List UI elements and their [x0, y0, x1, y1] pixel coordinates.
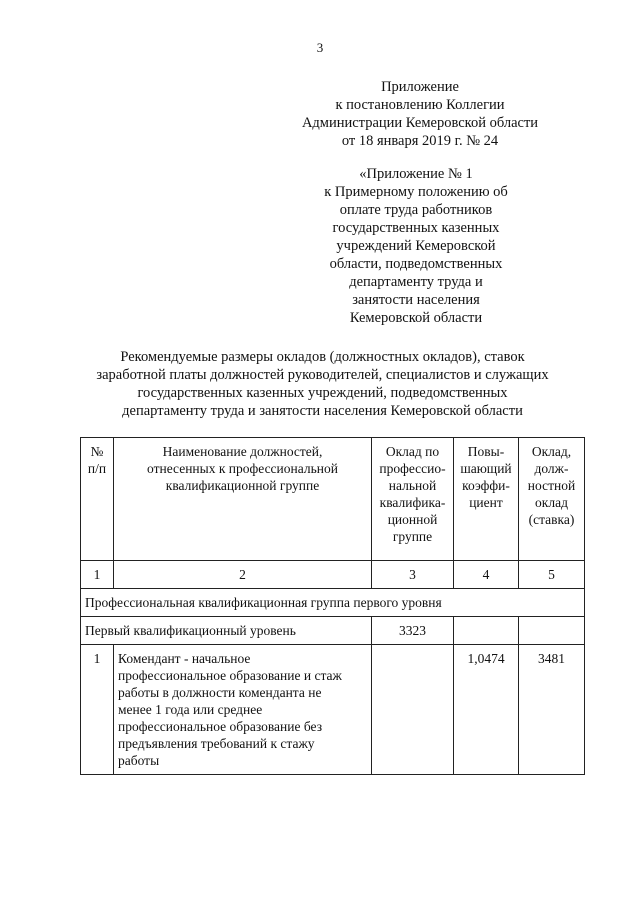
description-line: профессиональное образование без: [118, 719, 323, 734]
header-coefficient: [454, 438, 519, 561]
level-name: Первый квалификационный уровень: [81, 617, 372, 645]
header-line: Оклад по: [385, 444, 440, 459]
header-line: №: [90, 444, 104, 459]
appendix-inner-line: Кемеровской области: [349, 310, 483, 326]
appendix-inner: [300, 165, 532, 327]
header-line: Оклад,: [531, 444, 572, 459]
header-line: Повы-: [467, 444, 505, 459]
description-line: предъявления требований к стажу: [118, 736, 315, 751]
header-line: квалификационной группе: [165, 478, 320, 493]
appendix-inner-line: государственных казенных: [332, 220, 500, 236]
row-rate: 3481: [519, 645, 585, 775]
header-line: ностной: [527, 478, 576, 493]
document-title: [70, 348, 575, 420]
column-number: 1: [81, 561, 114, 589]
header-line: квалифика-: [379, 495, 446, 510]
header-line: нальной: [388, 478, 437, 493]
header-line: (ставка): [528, 512, 575, 527]
page-number: 3: [316, 40, 324, 55]
appendix-line: Администрации Кемеровской области: [301, 115, 539, 131]
description-line: работы в должности коменданта не: [118, 685, 322, 700]
header-line: шающий: [460, 461, 512, 476]
section-title: Профессиональная квалификационная группа первого уровня: [81, 589, 585, 617]
position-description: [114, 645, 372, 775]
header-line: циент: [469, 495, 503, 510]
empty-cell: [519, 617, 585, 645]
salary-table: [80, 437, 585, 775]
description-line: работы: [118, 753, 160, 768]
header-line: оклад: [535, 495, 568, 510]
title-line: Рекомендуемые размеры окладов (должностных окладов), ставок: [120, 349, 525, 365]
table-row: [81, 645, 585, 775]
appendix-line: к постановлению Коллегии: [335, 97, 505, 113]
appendix-inner-line: занятости населения: [352, 292, 480, 308]
header-group-salary: [372, 438, 454, 561]
row-coefficient: 1,0474: [454, 645, 519, 775]
level-salary: 3323: [372, 617, 454, 645]
column-number-row: [81, 561, 585, 589]
column-number: 5: [519, 561, 585, 589]
header-number: [81, 438, 114, 561]
appendix-header: [280, 78, 560, 150]
header-line: группе: [392, 529, 433, 544]
column-number: 2: [114, 561, 372, 589]
header-line: ционной: [387, 512, 438, 527]
title-line: департаменту труда и занятости населения Кемеровской области: [122, 403, 523, 419]
header-line: Наименование должностей,: [162, 444, 323, 459]
level-row: [81, 617, 585, 645]
empty-cell: [454, 617, 519, 645]
appendix-inner-line: к Примерному положению об: [324, 184, 508, 200]
table-header-row: [81, 438, 585, 561]
column-number: 3: [372, 561, 454, 589]
description-line: Комендант - начальное: [118, 651, 251, 666]
column-number: 4: [454, 561, 519, 589]
appendix-inner-line: оплате труда работников: [339, 202, 493, 218]
header-line: коэффи-: [462, 478, 510, 493]
header-line: долж-: [534, 461, 569, 476]
row-number: 1: [81, 645, 114, 775]
section-row: [81, 589, 585, 617]
appendix-inner-line: учреждений Кемеровской: [336, 238, 496, 254]
description-line: профессиональное образование и стаж: [118, 668, 342, 683]
header-rate: [519, 438, 585, 561]
appendix-inner-line: департаменту труда и: [349, 274, 483, 290]
header-line: п/п: [87, 461, 107, 476]
row-salary: [372, 645, 454, 775]
description-line: менее 1 года или среднее: [118, 702, 263, 717]
title-line: заработной платы должностей руководителей, специалистов и служащих: [96, 367, 549, 383]
header-position-name: [114, 438, 372, 561]
title-line: государственных казенных учреждений, подведомственных: [137, 385, 508, 401]
appendix-line: Приложение: [381, 79, 459, 95]
appendix-inner-line: «Приложение № 1: [359, 166, 473, 182]
appendix-line: от 18 января 2019 г. № 24: [341, 133, 499, 149]
appendix-inner-line: области, подведомственных: [329, 256, 503, 272]
header-line: профессио-: [379, 461, 446, 476]
header-line: отнесенных к профессиональной: [147, 461, 338, 476]
